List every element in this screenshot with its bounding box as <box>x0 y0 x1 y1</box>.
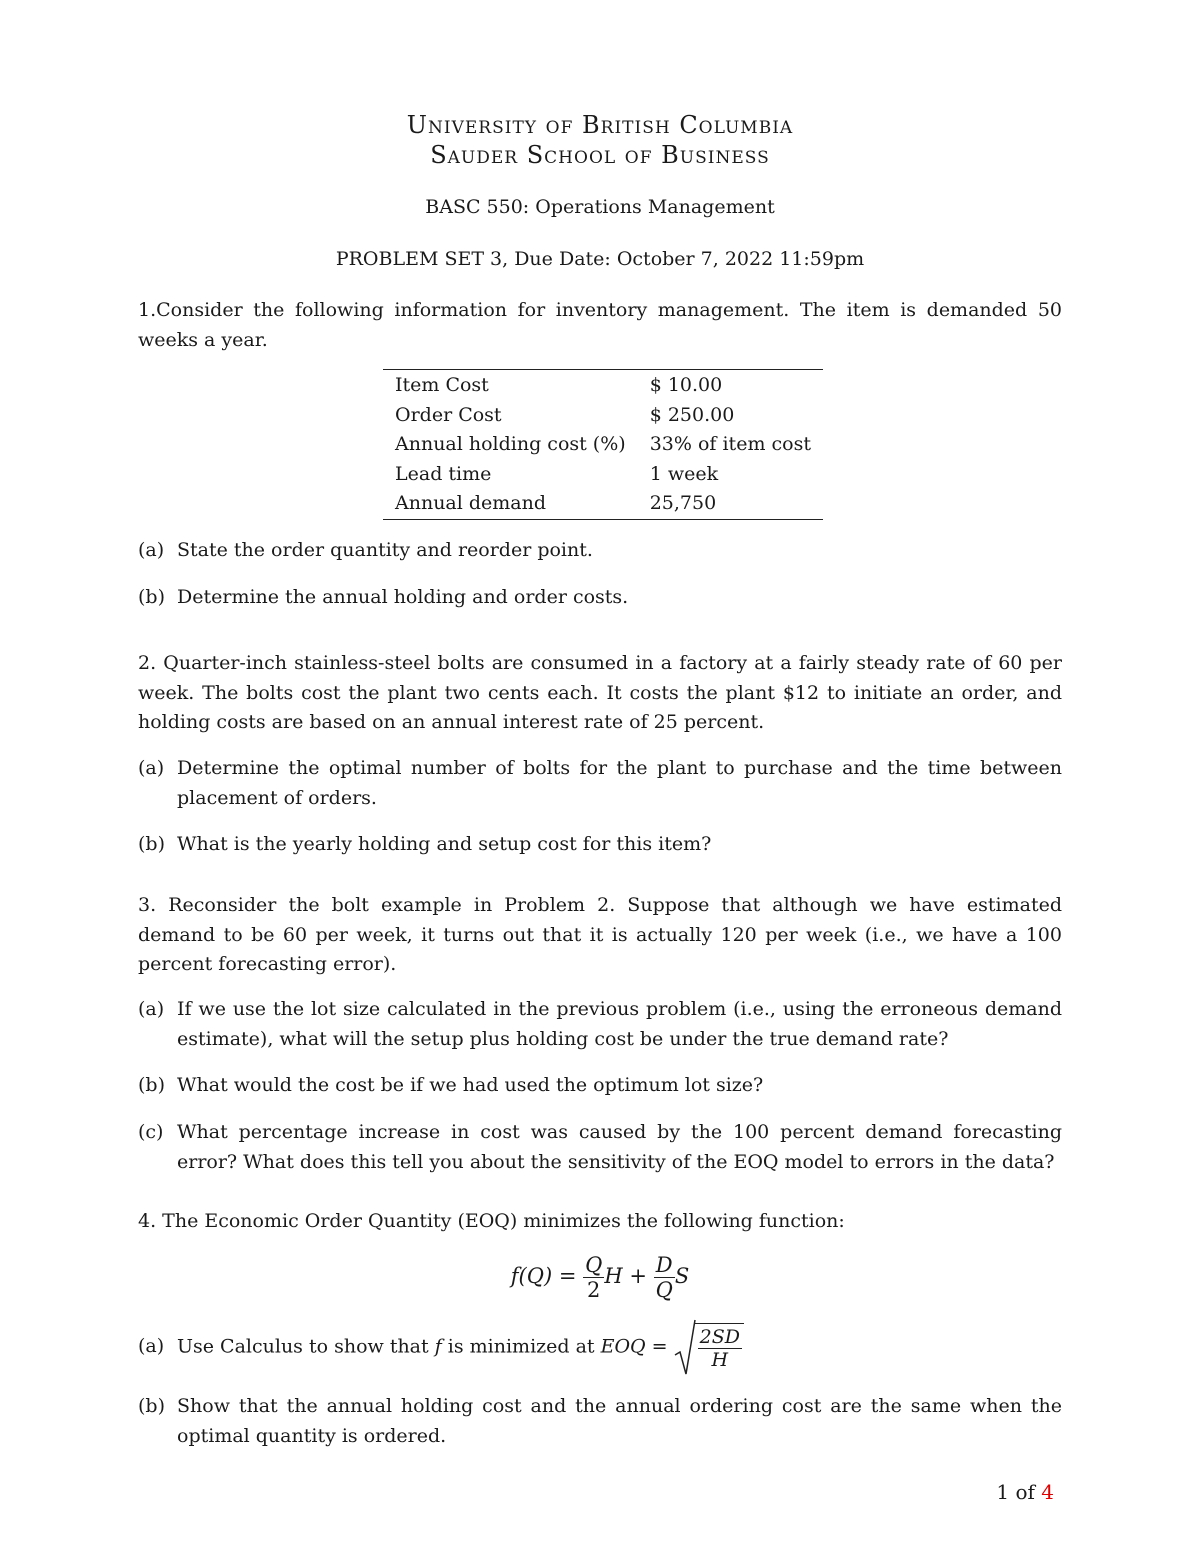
fraction-2sd-over-h <box>698 1326 742 1371</box>
part-text: State the order quantity and reorder point. <box>177 539 593 561</box>
part-label: (b) <box>138 1074 165 1096</box>
table-value: $ 10.00 <box>649 374 723 396</box>
q3-part-a <box>138 995 1062 1054</box>
part-label: (a) <box>138 1335 165 1358</box>
part-text: What would the cost be if we had used the optimum lot size? <box>177 1074 764 1096</box>
fraction-q-over-2 <box>583 1253 604 1302</box>
table-value: $ 250.00 <box>649 403 735 426</box>
part-label: (c) <box>138 1121 164 1143</box>
eoq-symbol: EOQ = <box>600 1335 674 1358</box>
radical-sign-icon <box>674 1319 696 1377</box>
function-symbol: f <box>434 1335 442 1358</box>
part-label: (b) <box>138 586 165 608</box>
q3-part-b <box>138 1071 1062 1101</box>
table-label: Annual demand <box>395 492 547 514</box>
part-text: Show that the annual holding cost and the annual ordering cost are the same when the optimal quantity is ordered. <box>177 1395 1062 1447</box>
table-row <box>383 489 823 519</box>
part-label: (a) <box>138 757 165 779</box>
q3-intro: 3. Reconsider the bolt example in Problem 2. Suppose that although we have estimated demand to be 60 per week, it turns out that it is actually 120 per week (i.e., we have a 100 percent forecasting error). <box>138 894 1062 975</box>
fraction-d-over-q <box>654 1253 675 1302</box>
formula-lhs: f(Q) = <box>510 1264 584 1288</box>
inventory-info-table <box>383 369 823 520</box>
part-text: What is the yearly holding and setup cost for this item? <box>177 833 712 855</box>
q4-part-b <box>138 1392 1062 1451</box>
fraction-denominator: Q <box>655 1278 673 1302</box>
q2-part-b <box>138 830 1062 860</box>
school-name: Sauder School of Business <box>430 141 770 169</box>
q1-intro: 1.Consider the following information for inventory management. The item is demanded 50 weeks a year. <box>138 299 1062 351</box>
table-row <box>383 401 823 431</box>
university-name: University of British Columbia <box>406 111 794 139</box>
table-label: Item Cost <box>395 374 489 396</box>
problem-set-title: PROBLEM SET 3, Due Date: October 7, 2022 11:59pm <box>335 248 865 270</box>
table-label: Annual holding cost (%) <box>395 433 626 455</box>
q1-part-b <box>138 583 1062 613</box>
fraction-denominator: H <box>698 1348 742 1371</box>
part-text-mid: is minimized at <box>441 1335 601 1358</box>
table-value: 33% of item cost <box>649 433 811 455</box>
fraction-numerator: Q <box>585 1253 603 1277</box>
part-label: (a) <box>138 998 165 1020</box>
table-row <box>383 460 823 490</box>
part-label: (a) <box>138 539 165 561</box>
q3-part-c <box>138 1118 1062 1177</box>
square-root <box>674 1323 744 1371</box>
part-text: Determine the annual holding and order costs. <box>177 586 629 608</box>
q1-part-a <box>138 536 1062 566</box>
part-text: What percentage increase in cost was caused by the 100 percent demand forecasting error? What does this tell you about the sensitivity of the EOQ model to errors in the data? <box>177 1121 1062 1173</box>
part-label: (b) <box>138 1395 165 1417</box>
page-prefix: 1 of <box>996 1480 1042 1504</box>
part-text: Determine the optimal number of bolts for the plant to purchase and the time between placement of orders. <box>177 757 1062 809</box>
q2-intro: 2. Quarter-inch stainless-steel bolts are consumed in a factory at a fairly steady rate of 60 per week. The bolts cost the plant two cents each. It costs the plant $12 to initiate an order, and holding costs are based on an annual interest rate of 25 percent. <box>138 652 1062 733</box>
part-text-pre: Use Calculus to show that <box>177 1335 435 1358</box>
page-number <box>960 1480 1054 1504</box>
formula-end: S <box>674 1264 690 1288</box>
fraction-numerator: 2SD <box>699 1326 740 1348</box>
q2-part-a <box>138 754 1062 813</box>
q4-part-a <box>138 1323 1062 1371</box>
part-text: If we use the lot size calculated in the previous problem (i.e., using the erroneous demand estimate), what will the setup plus holding cost be under the true demand rate? <box>177 998 1062 1050</box>
table-label: Order Cost <box>395 403 502 426</box>
table-row <box>383 370 823 401</box>
eoq-cost-formula <box>0 1253 1200 1302</box>
fraction-denominator: 2 <box>583 1277 604 1302</box>
part-label: (b) <box>138 833 165 855</box>
formula-mid: H + <box>604 1264 654 1288</box>
table-value: 1 week <box>649 462 719 485</box>
course-title: BASC 550: Operations Management <box>425 196 775 218</box>
table-label: Lead time <box>395 462 492 485</box>
q4-intro: 4. The Economic Order Quantity (EOQ) minimizes the following function: <box>138 1210 845 1232</box>
fraction-numerator: D <box>655 1253 673 1277</box>
table-value: 25,750 <box>649 492 717 514</box>
page-total-link[interactable]: 4 <box>1041 1480 1054 1504</box>
table-row <box>383 430 823 460</box>
